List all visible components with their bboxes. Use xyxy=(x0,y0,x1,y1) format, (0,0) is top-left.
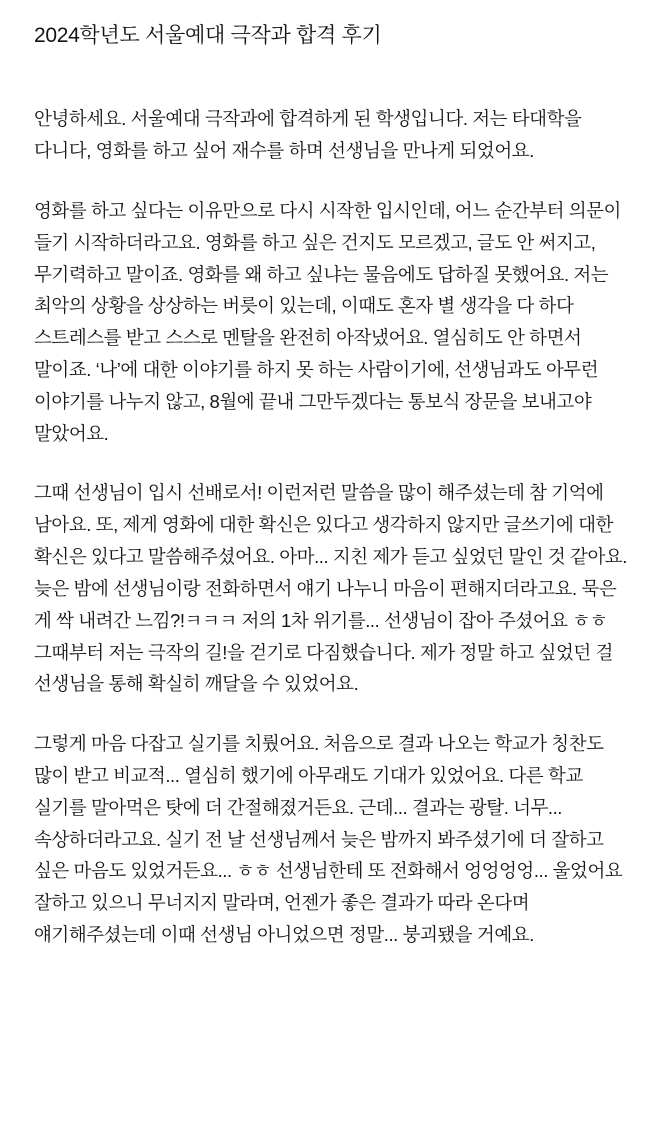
paragraph: 영화를 하고 싶다는 이유만으로 다시 시작한 입시인데, 어느 순간부터 의문이 들기 시작하더라고요. 영화를 하고 싶은 건지도 모르겠고, 글도 안 써지고, 무기력하고 말이죠. 영화를 왜 하고 싶냐는 물음에도 답하질 못했어요. 저는 최악의 상황을 상상하는 버릇이 있는데, 이때도 혼자 별 생각을 다 하다 스트레스를 받고 스스로 멘탈을 완전히 아작냈어요. 열심히도 안 하면서 말이죠. ‘나’에 대한 이야기를 하지 못 하는 사람이기에, 선생님과도 아무런 이야기를 나누지 않고, 8월에 끝내 그만두겠다는 통보식 장문을 보내고야 말았어요. xyxy=(34,199,621,444)
page-title: 2024학년도 서울예대 극작과 합격 후기 xyxy=(34,24,382,47)
title-divider xyxy=(34,50,632,51)
document-body xyxy=(34,103,632,951)
paragraph: 그렇게 마음 다잡고 실기를 치뤘어요. 처음으로 결과 나오는 학교가 칭찬도 많이 받고 비교적... 열심히 했기에 아무래도 기대가 있었어요. 다른 학교 실기를 말아먹은 탓에 더 간절해졌거든요. 근데... 결과는 광탈. 너무... 속상하더라고요. 실기 전 날 선생님께서 늦은 밤까지 봐주셨기에 더 잘하고 싶은 마음도 있었거든요... ㅎㅎ 선생님한테 또 전화해서 엉엉엉엉... 울었어요 잘하고 있으니 무너지지 말라며, 언젠가 좋은 결과가 따라 온다며 얘기해주셨는데 이때 선생님 아니었으면 정말... 붕괴됐을 거예요. xyxy=(34,733,623,946)
paragraph: 그때 선생님이 입시 선배로서! 이런저런 말씀을 많이 해주셨는데 참 기억에 남아요. 또, 제게 영화에 대한 확신은 있다고 생각하지 않지만 글쓰기에 대한 확신은 있다고 말씀해주셨어요. 아마... 지친 제가 듣고 싶었던 말인 것 같아요. 늦은 밤에 선생님이랑 전화하면서 얘기 나누니 마음이 편해지더라고요. 묵은 게 싹 내려간 느낌?!ㅋㅋㅋ 저의 1차 위기를... 선생님이 잡아 주셨어요 ㅎㅎ 그때부터 저는 극작의 길!을 걷기로 다짐했습니다. 제가 정말 하고 싶었던 걸 선생님을 통해 확실히 깨달을 수 있었어요. xyxy=(34,482,627,695)
paragraph: 안녕하세요. 서울예대 극작과에 합격하게 된 학생입니다. 저는 타대학을 다니다, 영화를 하고 싶어 재수를 하며 선생님을 만나게 되었어요. xyxy=(34,108,582,162)
